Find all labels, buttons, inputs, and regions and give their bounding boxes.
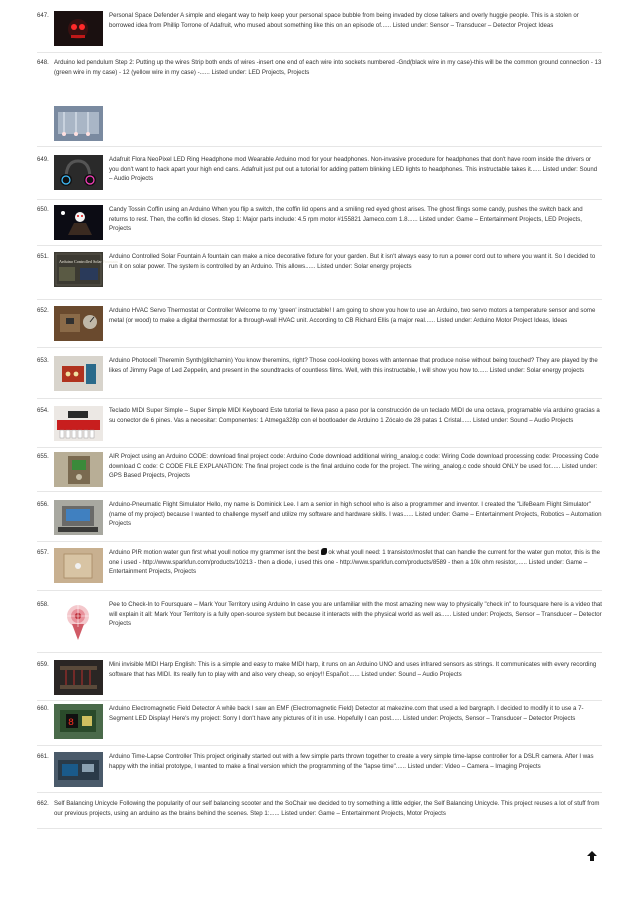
list-item [37,406,602,446]
list-item [37,452,602,492]
entry-description-start: Arduino PIR motion water gun first what youll notice my grammer isnt the best [109,549,319,556]
thumbnail-caption: Arduino Controlled Solar Fountain [59,259,118,264]
project-thumbnail[interactable] [54,548,103,583]
project-thumbnail[interactable] [54,306,103,341]
entry-description: Adafruit Flora NeoPixel LED Ring Headphone mod Wearable Arduino mod for your headphones. Non-invasive procedure for headphones that don't have room inside the drivers or you don't want to hack apart your high end cans. Adafruit just put out a tutorial for adding pattern blinking LED lights to headphones. This instructable takes it...... Listed under: Sound – Audio Projects [109,156,598,183]
list-item [37,252,602,292]
entry-number: 650. [37,206,49,213]
divider [37,146,602,147]
divider [37,52,602,53]
project-thumbnail[interactable] [54,106,103,141]
entry-number: 649. [37,156,49,163]
entry-number: 656. [37,501,49,508]
divider [37,299,602,300]
entry-number: 647. [37,12,49,19]
entry-description: Mini invisible MIDI Harp English: This is a simple and easy to make MIDI harp, it runs on an Arduino UNO and uses infrared sensors as strings. It communicates with every recording software that has MIDI. Its really fun to play with and also very cheap, so enjoy!! Español:...... Listed under: Sound – Audio Projects [109,661,597,678]
entry-description [109,548,602,577]
divider [37,828,602,829]
emoji-icon [321,548,327,555]
entry-description: Personal Space Defender A simple and elegant way to help keep your personal space bubble from being invaded by close talkers and overly huggie people. This is a stolen or borrowed idea from Phillip Torrone of Adafruit, who mused about something like this on an episode of...... Listed under: Sensor – Transducer – Detector Project Ideas [109,12,579,29]
list-item [37,11,602,51]
entry-number: 653. [37,357,49,364]
entry-description: Arduino-Pneumatic Flight Simulator Hello, my name is Dominick Lee. I am a senior in high school who is also a programmer and inventor. I created the "LifeBeam Flight Simulator" (name of my project) because I wanted to challenge myself and utilize my software and hardware skills. I was...... Listed under: Game – Entertainment Projects, Robotics – Automation Projects [109,501,602,528]
entry-description: Arduino Controlled Solar Fountain A fountain can make a nice decorative fixture for your garden. But it isn't always easy to run a power cord out to where you want it. So I decided to run it on solar power. The system is controlled by an Arduino. This allows...... Listed under: Solar energy projects [109,253,596,270]
entry-description: Pee to Check-In to Foursquare – Mark Your Territory using Arduino In case you are unfamiliar with the most amazing new way to physically "check in" to foursquare here is a video that will explain it all: Mark Your Territory is a fully open-source system but because it interacts with the physical world as well as...... Listed under: Projects, Sensor – Transducer – Detector Projects [109,601,602,628]
divider [37,491,602,492]
divider [37,447,602,448]
arrow-up-icon[interactable] [586,849,598,861]
list-item [37,306,602,346]
list-item [37,752,602,792]
divider [37,700,602,701]
list-item [37,704,602,744]
entry-number: 652. [37,307,49,314]
entry-number: 648. [37,59,49,66]
project-thumbnail[interactable] [54,500,103,535]
entry-description: AIR Project using an Arduino CODE: download final project code: Arduino Code download additional wiring_analog.c code: Wiring Code download processing code: Processing Code download C code: C CODE FILE EXPLANATION: The final project code is the final arduino code for the project. The wiring_analog.c code should ONLY be used for...... Listed under: GPS Based Projects, Projects [109,453,599,480]
entry-description: Arduino led pendulum Step 2: Putting up the wires Strip both ends of wires -insert one end of each wire into sockets numbered -Gnd(black wire in my case)-this will be the common ground connection - 13 (green wire in my case) - 12 (yellow wire in my case) -...... Listed under: LED Projects, Projects [54,59,602,76]
project-thumbnail[interactable] [54,11,103,46]
entry-description: Teclado MIDI Super Simple – Super Simple MIDI Keyboard Este tutorial te lleva paso a paso por la construcción de un teclado MIDI de una octava, programable vía arduino gracias a su conector de 6 pines. Vas a necesitar: Componentes: 1 Atmega328p con el bootloader de Arduino 1 Zócalo de 28 patas 1 Cristal...... Listed under: Sound – Audio Projects [109,407,600,424]
entry-description-end: ok what youll need: 1 transistor/mosfet that can handle the current for the water gun motor, this is the one i used - http://www.sparkfun.com/products/10213 - then a diode, i used this one - http://www.sparkfun.com/products/8589 - then a 10k ohm resistor,...... Listed under: Game – Entertainment Projects, Projects [109,549,601,576]
project-thumbnail[interactable] [54,660,103,695]
entry-number: 654. [37,407,49,414]
entry-number: 659. [37,661,49,668]
entry-description: Candy Tossin Coffin using an Arduino When you flip a switch, the coffin lid opens and a smiling red eyed ghost arises. The ghost flings some candy, pushes the switch back and returns to rest. Then, the coffin lid closes. Step 1: Major parts include: 4.5 rpm motor #155821 Jameco.com 1.8...... Listed under: Game – Entertainment Projects, LED Projects, Projects [109,206,583,233]
entry-description: Arduino Electromagnetic Field Detector A while back I saw an EMF (Electromagnetic Field) Detector at makezine.com that used a led bargraph. I decided to modify it to use a 7-Segment LED Display! Here's my project: Sorry I don't have any pictures of it in use. Hopefully I can post...... Listed under: Projects, Sensor – Transducer – Detector Projects [109,705,584,722]
divider [37,245,602,246]
list-item [37,500,602,540]
project-thumbnail[interactable] [54,252,118,287]
entry-number: 660. [37,705,49,712]
list-item [37,660,602,700]
entry-number: 655. [37,453,49,460]
project-thumbnail[interactable] [54,406,103,441]
project-thumbnail[interactable] [54,704,103,739]
project-thumbnail[interactable] [54,155,103,190]
entry-number: 658. [37,601,49,608]
divider [37,652,602,653]
list-item [37,205,602,245]
entry-description: Self Balancing Unicycle Following the popularity of our self balancing scooter and the SoChair we decided to try something a little edgier, the Self Balancing Unicycle. This project reuses a lot of stuff from our previous projects, using an arduino as the brains behind the scenes. Step 1:...... Listed under: Game – Entertainment Projects, Motor Projects [54,800,600,817]
project-thumbnail[interactable] [54,600,103,644]
project-thumbnail[interactable] [54,356,103,391]
divider [37,398,602,399]
project-thumbnail[interactable] [54,752,103,787]
entry-description: Arduino HVAC Servo Thermostat or Controller Welcome to my 'green' instructable! I am going to show you how to use an Arduino, two servo motors a temperature sensor and some metal (or wood) to make a digital thermostat for a through-wall HVAC unit. According to CB Richard Ellis (a major real...... Listed under: Arduino Motor Project Ideas, Ideas [109,307,596,324]
entry-number: 651. [37,253,49,260]
project-thumbnail[interactable] [54,452,103,487]
list-item [37,356,602,396]
divider [37,745,602,746]
divider [37,199,602,200]
divider [37,347,602,348]
divider [37,541,602,542]
list-item [37,58,602,143]
divider [37,792,602,793]
project-thumbnail[interactable] [54,205,103,240]
entry-description: Arduino Photocell Theremin Synth(glitchamin) You know theremins, right? Those cool-looking boxes with antennae that produce noise without being touched? They are played by the likes of Jimmy Page of Led Zeppelin, and present in the soundtracks of countless films. Well, with this instructable, I will show you how to...... Listed under: Solar energy projects [109,357,598,374]
list-item [37,155,602,195]
entry-number: 657. [37,549,49,556]
divider [37,590,602,591]
list-item [37,799,602,821]
svg-text:8: 8 [68,718,75,729]
entry-number: 661. [37,753,49,760]
entry-description: Arduino Time-Lapse Controller This project originally started out with a few simple parts thrown together to create a very simple time-lapse controller for a DSLR camera. After I was happy with the initial prototype, I wanted to make a final version which the programming of the "lapse time"...... Listed under: Video – Camera – Imaging Projects [109,753,594,770]
list-item [37,548,602,588]
entry-number: 662. [37,800,49,807]
list-item [37,600,602,646]
